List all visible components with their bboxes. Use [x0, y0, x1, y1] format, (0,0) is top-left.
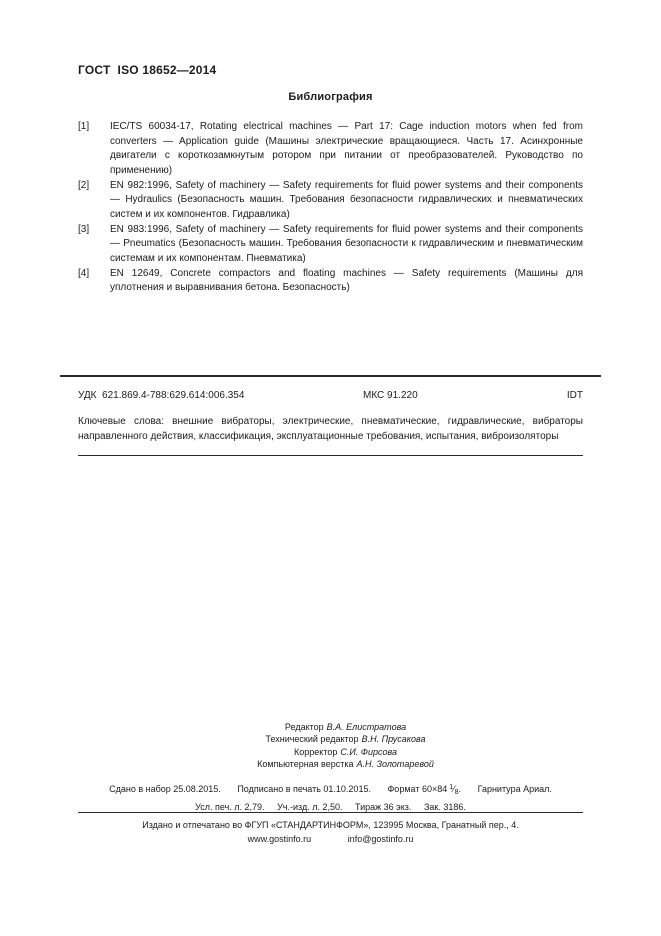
classification-row [78, 390, 583, 401]
entry-number: [3] [78, 223, 90, 235]
publisher-website: www.gostinfo.ru [247, 834, 312, 845]
entry-text: EN 983:1996, Safety of machinery — Safety requirements for fluid power systems and their components — Pneumatics (Безопасность машин. Требования безопасности к гидравлическим и пневматическим системам и их компонентам. Пневматика) [110, 223, 583, 264]
imprint-line-1 [0, 780, 661, 800]
imprint-order-number: Зак. 3186. [423, 802, 466, 812]
credit-line [30, 746, 661, 758]
imprint-typeface: Гарнитура Ариал. [477, 784, 552, 794]
publisher-contacts [0, 832, 661, 846]
divider-after-keywords [78, 455, 583, 456]
bibliography-entry [78, 179, 583, 223]
imprint-publisher-sheets: Уч.-изд. л. 2,50. [277, 802, 343, 812]
entry-number: [4] [78, 267, 90, 279]
imprint-print-date: Подписано в печать 01.10.2015. [237, 784, 371, 794]
divider-above-udk [60, 375, 601, 377]
credit-role: Редактор [284, 722, 324, 732]
publisher-address: Издано и отпечатано во ФГУП «СТАНДАРТИНФОРМ», 123995 Москва, Гранатный пер., 4. [142, 820, 519, 830]
entry-number: [2] [78, 179, 90, 191]
divider-above-publisher [78, 812, 583, 813]
page-title: Библиография [288, 91, 373, 103]
mks-code: МКС 91.220 [363, 390, 418, 401]
imprint-format: Формат 60×84 $^1⁄_8$. [387, 784, 462, 796]
imprint-printed-sheets: Усл. печ. л. 2,79. [195, 802, 265, 812]
credit-person: В.Н. Прусакова [361, 734, 426, 745]
idt-label: IDT [566, 390, 583, 401]
imprint-block [0, 780, 661, 815]
entry-text: IEC/TS 60034-17, Rotating electrical machines — Part 17: Cage induction motors when fed from converters — Application guide (Машины электрические вращающиеся. Часть 17. Асинхронные двигатели с короткозамкнутым ротором при питании от преобразователей. Руководство по применению) [110, 121, 583, 176]
bibliography-entry [78, 223, 583, 267]
credit-role: Компьютерная верстка [257, 759, 354, 770]
credit-line [30, 721, 661, 733]
credit-person: В.А. Елистратова [326, 722, 407, 732]
imprint-set-date: Сдано в набор 25.08.2015. [109, 784, 221, 794]
credit-person: А.Н. Золотаревой [356, 759, 434, 770]
bibliography-entry [78, 120, 583, 179]
bibliography-entry [78, 267, 583, 296]
credit-person: С.И. Фирсова [340, 746, 397, 757]
imprint-circulation: Тираж 36 экз. [354, 802, 412, 812]
entry-text: EN 12649, Concrete compactors and floating machines — Safety requirements (Машины для уплотнения и выравнивания бетона. Безопасность) [110, 267, 583, 294]
credit-line [30, 733, 661, 745]
entry-number: [1] [78, 121, 90, 132]
document-code: ГОСТ ISO 18652—2014 [78, 63, 217, 77]
colophon-credits [0, 721, 661, 771]
credit-role: Корректор [294, 746, 338, 757]
entry-text: EN 982:1996, Safety of machinery — Safety requirements for fluid power systems and their components — Hydraulics (Безопасность машин. Требования безопасности гидравлических и пневматических систем и их компонентов. Гидравлика) [110, 179, 583, 220]
credit-line [30, 758, 661, 770]
format-fraction: $^1⁄_8$ [449, 784, 459, 796]
udk-code: УДК 621.869.4-788:629.614:006.354 [78, 390, 245, 401]
keywords-paragraph: Ключевые слова: внешние вибраторы, электрические, пневматические, гидравлические, вибраторы направленного действия, классификация, эксплуатационные требования, испытания, виброизоляторы [78, 416, 583, 442]
publisher-email: info@gostinfo.ru [347, 834, 414, 845]
publisher-block [0, 818, 661, 846]
bibliography-list [78, 120, 583, 296]
credit-role: Технический редактор [265, 734, 359, 745]
